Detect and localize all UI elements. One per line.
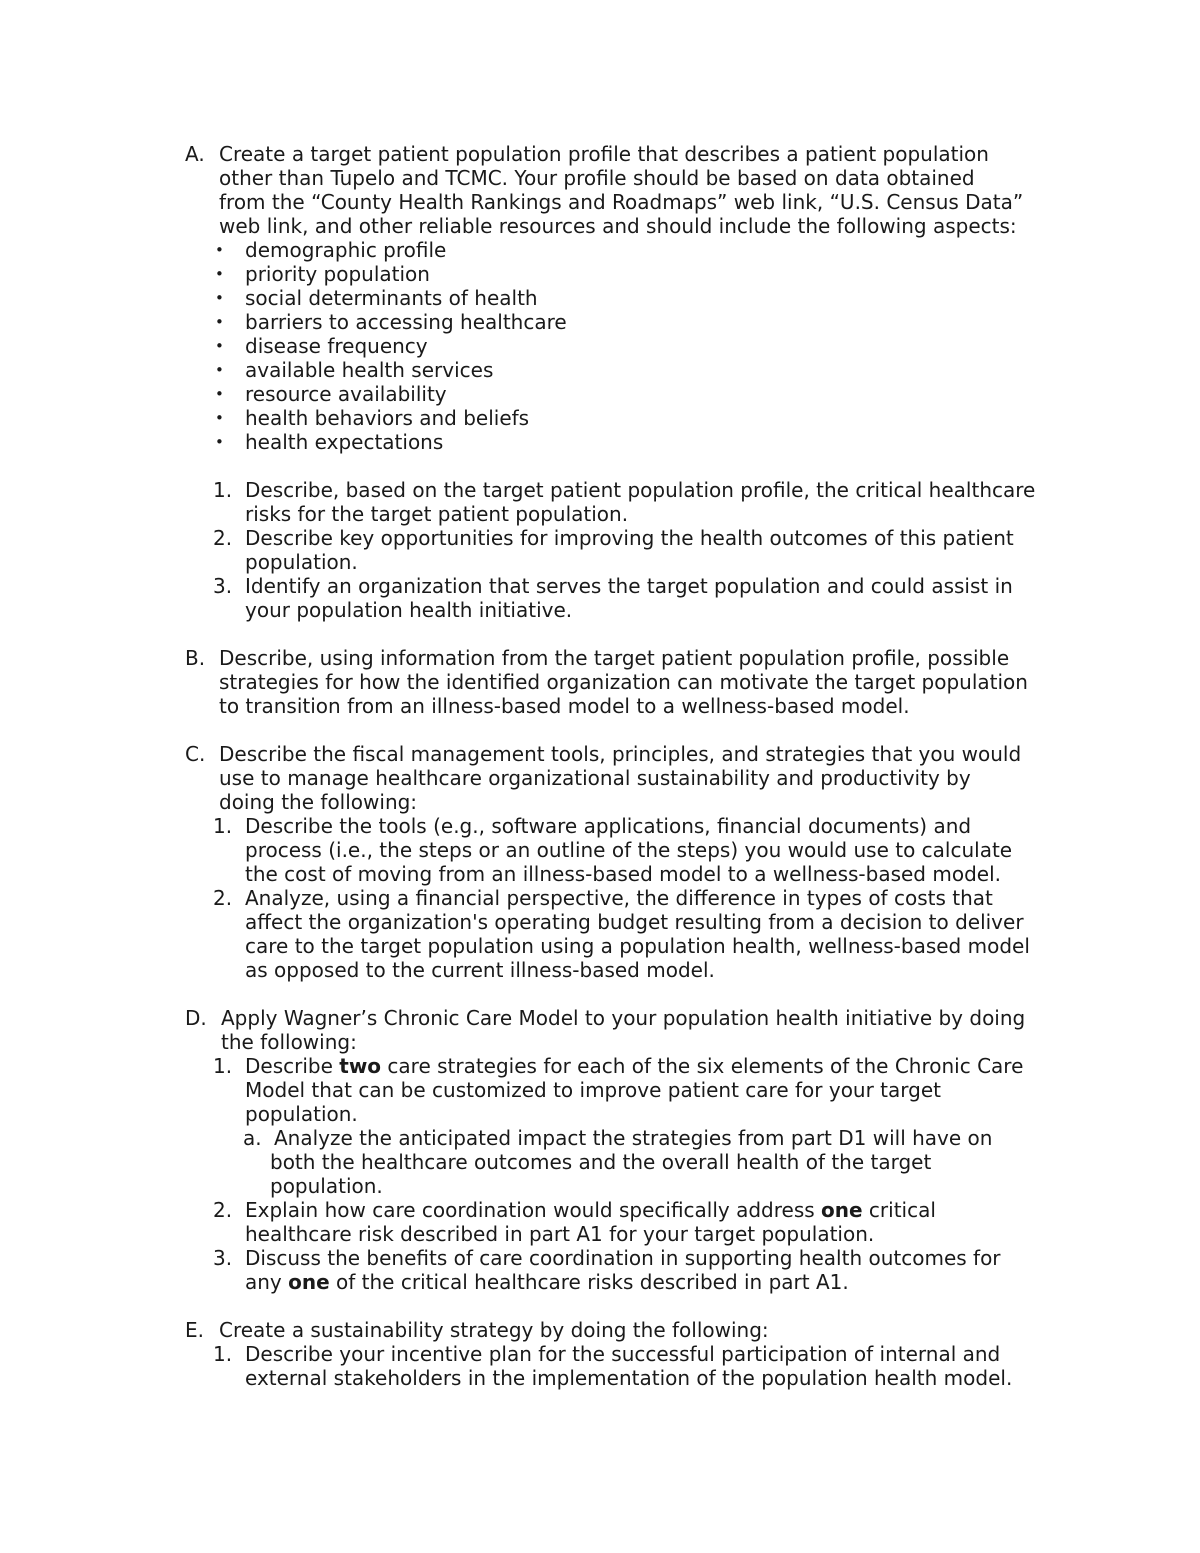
bold-emphasis: one [821, 1198, 863, 1222]
subitem-marker: a. [243, 1126, 262, 1150]
section-c-line: use to manage healthcare organizational sustainability and productivity by [219, 766, 971, 790]
item-line: population. [245, 550, 358, 574]
item-marker: 2. [213, 886, 233, 910]
bold-emphasis: two [339, 1054, 382, 1078]
item-line: your population health initiative. [245, 598, 573, 622]
item-line [245, 1270, 849, 1294]
text-run: any [245, 1270, 289, 1294]
bullet-item: available health services [245, 358, 494, 382]
section-b-marker: B. [185, 646, 206, 670]
item-marker: 1. [213, 1054, 233, 1078]
bullet-item: priority population [245, 262, 430, 286]
bullet-item: resource availability [245, 382, 447, 406]
item-line: Model that can be customized to improve patient care for your target [245, 1078, 941, 1102]
item-line: process (i.e., the steps or an outline of the steps) you would use to calculate [245, 838, 1013, 862]
section-b-line: to transition from an illness-based model to a wellness-based model. [219, 694, 910, 718]
item-line: Analyze, using a financial perspective, the difference in types of costs that [245, 886, 993, 910]
bullet-item: disease frequency [245, 334, 428, 358]
item-line: Describe, based on the target patient population profile, the critical healthcare [245, 478, 1036, 502]
item-line: care to the target population using a population health, wellness-based model [245, 934, 1030, 958]
item-line: affect the organization's operating budget resulting from a decision to deliver [245, 910, 1024, 934]
text-run: Describe [245, 1054, 340, 1078]
item-marker: 2. [213, 1198, 233, 1222]
bullet-glyph: • [215, 433, 224, 451]
section-c-marker: C. [185, 742, 206, 766]
bullet-glyph: • [215, 241, 224, 259]
item-marker: 1. [213, 478, 233, 502]
section-a-line: Create a target patient population profile that describes a patient population [219, 142, 989, 166]
item-line: risks for the target patient population. [245, 502, 629, 526]
bullet-item: demographic profile [245, 238, 447, 262]
bullet-glyph: • [215, 265, 224, 283]
subitem-line: population. [270, 1174, 383, 1198]
item-marker: 3. [213, 574, 233, 598]
section-a-line: from the “County Health Rankings and Roadmaps” web link, “U.S. Census Data” [219, 190, 1024, 214]
bold-emphasis: one [288, 1270, 330, 1294]
section-b-line: Describe, using information from the target patient population profile, possible [219, 646, 1010, 670]
item-line: healthcare risk described in part A1 for your target population. [245, 1222, 875, 1246]
item-line: external stakeholders in the implementation of the population health model. [245, 1366, 1013, 1390]
subitem-line: both the healthcare outcomes and the overall health of the target [270, 1150, 932, 1174]
bullet-glyph: • [215, 361, 224, 379]
bullet-item: health expectations [245, 430, 444, 454]
subitem-line: Analyze the anticipated impact the strategies from part D1 will have on [274, 1126, 993, 1150]
bullet-item: barriers to accessing healthcare [245, 310, 567, 334]
item-line: Describe the tools (e.g., software applications, financial documents) and [245, 814, 972, 838]
item-line: Describe your incentive plan for the successful participation of internal and [245, 1342, 1001, 1366]
section-a-line: web link, and other reliable resources and should include the following aspects: [219, 214, 1017, 238]
section-e-line: Create a sustainability strategy by doing the following: [219, 1318, 769, 1342]
section-a-marker: A. [185, 142, 205, 166]
item-line [245, 1198, 936, 1222]
text-run: Explain how care coordination would specifically address [245, 1198, 822, 1222]
item-marker: 1. [213, 814, 233, 838]
bullet-item: social determinants of health [245, 286, 538, 310]
section-a-line: other than Tupelo and TCMC. Your profile should be based on data obtained [219, 166, 975, 190]
text-run: critical [862, 1198, 936, 1222]
section-c-line: Describe the fiscal management tools, principles, and strategies that you would [219, 742, 1022, 766]
item-marker: 1. [213, 1342, 233, 1366]
item-line: as opposed to the current illness-based model. [245, 958, 715, 982]
bullet-glyph: • [215, 409, 224, 427]
item-line: Describe key opportunities for improving the health outcomes of this patient [245, 526, 1014, 550]
bullet-glyph: • [215, 313, 224, 331]
item-marker: 2. [213, 526, 233, 550]
section-d-line: the following: [221, 1030, 357, 1054]
bullet-glyph: • [215, 337, 224, 355]
section-d-line: Apply Wagner’s Chronic Care Model to your population health initiative by doing [221, 1006, 1026, 1030]
item-line: the cost of moving from an illness-based model to a wellness-based model. [245, 862, 1001, 886]
text-run: of the critical healthcare risks described in part A1. [329, 1270, 849, 1294]
item-line: Identify an organization that serves the target population and could assist in [245, 574, 1013, 598]
section-e-marker: E. [185, 1318, 204, 1342]
bullet-glyph: • [215, 289, 224, 307]
item-line: Discuss the benefits of care coordination in supporting health outcomes for [245, 1246, 1001, 1270]
bullet-item: health behaviors and beliefs [245, 406, 530, 430]
text-run: care strategies for each of the six elements of the Chronic Care [381, 1054, 1024, 1078]
section-c-line: doing the following: [219, 790, 418, 814]
item-marker: 3. [213, 1246, 233, 1270]
bullet-glyph: • [215, 385, 224, 403]
item-line: population. [245, 1102, 358, 1126]
section-b-line: strategies for how the identified organization can motivate the target population [219, 670, 1028, 694]
section-d-marker: D. [185, 1006, 207, 1030]
item-line [245, 1054, 1023, 1078]
